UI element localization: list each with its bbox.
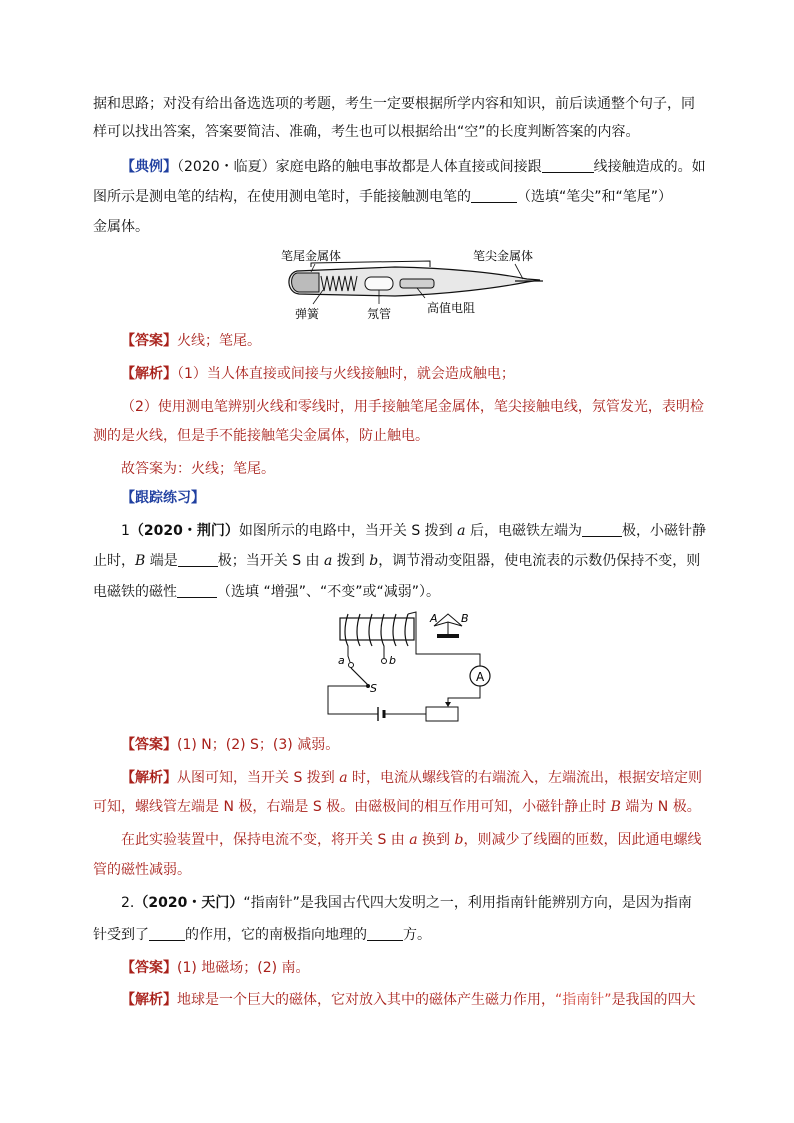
analysis-tag: 【解析】: [121, 992, 177, 1008]
answer-text: (1) N；(2) S；(3) 减弱。: [177, 737, 340, 753]
q1-text: 极；当开关 S 由: [217, 553, 324, 569]
q1-number: 1: [121, 523, 130, 539]
analysis-text: 可知，螺线管左端是 N 极，右端是 S 极。由磁极间的相互作用可知，小磁针静止时: [93, 799, 611, 815]
q1-var-b-upper: B: [135, 553, 146, 569]
circuit-figure: [318, 608, 498, 724]
analysis-text: 换到: [417, 832, 455, 848]
compass-base: [437, 634, 459, 638]
answer-tag: 【答案】: [121, 960, 177, 976]
example-text: 线接触造成的。如: [593, 159, 706, 175]
spring-label: 弹簧: [295, 307, 320, 321]
example-analysis-1: [121, 364, 702, 384]
contact-a-label: a: [338, 654, 345, 667]
example-text: 家庭电路的触电事故都是人体直接或间接跟: [275, 159, 542, 175]
switch-blade: [351, 668, 368, 685]
analysis-tag: 【解析】: [121, 770, 177, 786]
example-answer: [121, 331, 702, 351]
answer-text: 火线；笔尾。: [177, 333, 261, 349]
analysis-text: 从图可知，当开关 S 拨到: [177, 770, 340, 786]
q1-source: （2020・荆门）: [129, 523, 239, 539]
tail-metal-label: 笔尾金属体: [281, 249, 342, 263]
q2-line-2: [93, 925, 702, 945]
resistor: [400, 279, 434, 288]
example-analysis-3: 测的是火线，但是手不能接触笔尖金属体，防止触电。: [93, 428, 429, 444]
q1-line-3: [93, 582, 702, 602]
answer-text: (1) 地磁场；(2) 南。: [177, 960, 310, 976]
q1-analysis-3: [121, 830, 702, 850]
answer-blank: [178, 552, 218, 567]
q1-text: 电磁铁的磁性: [93, 584, 177, 600]
resistor-label: 高值电阻: [427, 301, 476, 315]
coil-tap-a: [348, 646, 350, 662]
needle-label-b: B: [461, 612, 469, 625]
analysis-highlight: “指南针”: [555, 992, 612, 1008]
q1-line-1: [121, 521, 706, 541]
q1-line-2: [93, 551, 702, 571]
answer-blank: [149, 926, 185, 941]
q1-analysis-4: 管的磁性减弱。: [93, 862, 191, 878]
answer-blank: [542, 158, 594, 173]
q2-line-1: [121, 893, 702, 913]
answer-blank: [582, 522, 622, 537]
analysis-text: 地球是一个巨大的磁体，它对放入其中的磁体产生磁力作用，: [177, 992, 555, 1008]
q1-text: （选填 “增强”、“不变”或“减弱”）。: [217, 584, 440, 600]
ammeter-label: A: [476, 670, 485, 684]
q1-text: 极，小磁针静: [621, 523, 706, 539]
q1-text: 端是: [145, 553, 178, 569]
answer-blank: [177, 583, 217, 598]
rheostat-slider: [448, 686, 480, 706]
contact-b-label: b: [389, 654, 396, 667]
q1-text: 止时，: [93, 553, 135, 569]
example-analysis-2: （2）使用测电笔辨别火线和零线时，用手接触笔尾金属体，笔尖接触电线，氖管发光，表明检: [121, 399, 704, 415]
q1-text: 后，电磁铁左端为: [465, 523, 582, 539]
intro-line-1: 据和思路；对没有给出备选选项的考题，考生一定要根据所学内容和知识，前后读通整个句子，同: [93, 96, 695, 112]
q2-analysis-1: [121, 990, 702, 1010]
example-question-line-2: [93, 187, 702, 207]
q2-text: 方。: [403, 927, 431, 943]
q1-var-a: a: [409, 832, 418, 848]
analysis-text: 时，电流从螺线管的右端流入，左端流出，根据安培定则: [347, 770, 703, 786]
q2-text: 针受到了: [93, 927, 149, 943]
q1-text: 如图所示的电路中，当开关 S 拨到: [238, 523, 458, 539]
example-text: （选填“笔尖”和“笔尾”）: [517, 189, 673, 205]
analysis-tag: 【解析】: [121, 366, 177, 382]
practice-header: 【跟踪练习】: [121, 490, 205, 506]
example-question-line-3: 金属体。: [93, 219, 149, 235]
neon-tube: [365, 277, 393, 290]
test-pen-diagram: [275, 246, 550, 324]
answer-blank: [471, 188, 517, 203]
example-final: 故答案为：火线；笔尾。: [121, 461, 275, 477]
answer-tag: 【答案】: [121, 333, 177, 349]
tail-cap: [292, 273, 319, 292]
circuit-diagram: [318, 608, 498, 724]
analysis-text: 是我国的四大: [611, 992, 696, 1008]
analysis-text: ，则减少了线圈的匝数，因此通电螺线: [463, 832, 702, 848]
analysis-text: 端为 N 极。: [620, 799, 701, 815]
neon-tube-label: 氖管: [367, 307, 392, 321]
contact-b: [382, 659, 387, 664]
answer-tag: 【答案】: [121, 737, 177, 753]
slider-arrow: [445, 702, 451, 707]
iron-core: [340, 618, 414, 640]
example-source: （2020・临夏）: [177, 159, 276, 175]
q2-source: （2020・天门）: [134, 895, 244, 911]
q1-answer: [121, 735, 702, 755]
example-tag: 【典例】: [121, 159, 177, 175]
intro-line-2: 样可以找出答案，答案要简洁、准确，考生也可以根据给出“空”的长度判断答案的内容。: [93, 124, 640, 140]
q1-analysis-1: [121, 768, 702, 788]
example-text: 图所示是测电笔的结构，在使用测电笔时，手能接触测电笔的: [93, 189, 471, 205]
q2-number: 2.: [121, 895, 135, 911]
analysis-text: （1）当人体直接或间接与火线接触时，就会造成触电；: [177, 366, 515, 382]
q1-var-b: b: [369, 553, 379, 569]
answer-blank: [367, 926, 403, 941]
q2-text: “指南针”是我国古代四大发明之一，利用指南针能辨别方向，是因为指南: [243, 895, 692, 911]
q1-var-a: a: [339, 770, 348, 786]
q1-analysis-2: [93, 797, 702, 817]
q1-var-b: b: [454, 832, 464, 848]
q1-text: ，调节滑动变阻器，使电流表的示数仍保持不变，则: [378, 553, 701, 569]
contact-a: [349, 663, 354, 668]
q1-text: 拨到: [332, 553, 370, 569]
rheostat: [426, 707, 458, 721]
q2-answer: [121, 958, 702, 978]
analysis-text: 在此实验装置中，保持电流不变，将开关 S 由: [121, 832, 410, 848]
tip-metal-label: 笔尖金属体: [473, 249, 534, 263]
switch-label: S: [370, 682, 377, 695]
q1-var-a: a: [324, 553, 333, 569]
test-pen-figure: [275, 246, 550, 324]
q1-var-b-upper: B: [610, 799, 621, 815]
q1-var-a: a: [457, 523, 466, 539]
needle-label-a: A: [430, 612, 438, 625]
example-question-line-1: [121, 157, 706, 177]
q2-text: 的作用，它的南极指向地理的: [185, 927, 367, 943]
